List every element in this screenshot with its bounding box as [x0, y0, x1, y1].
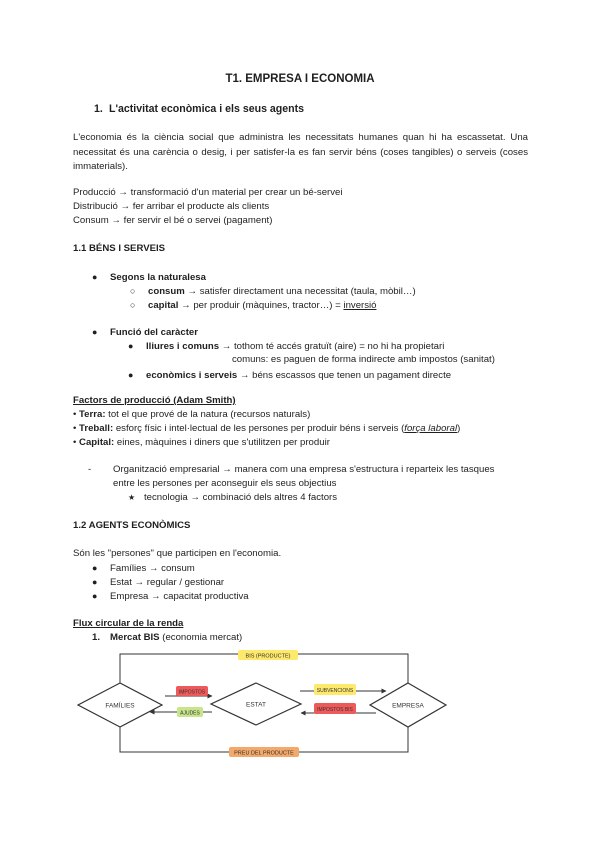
- dash-bullet-icon: -: [88, 464, 92, 475]
- treball-term: Treball:: [79, 423, 114, 434]
- inversio-underlined: inversió: [343, 300, 377, 311]
- capital-factor-term: Capital:: [79, 437, 115, 448]
- definition-distribucio: Distribució → fer arribar el producte als clients: [73, 201, 270, 212]
- treball-text: esforç físic i intel·lectual de les persones per produir béns i serveis (: [113, 423, 405, 434]
- label-impostos-right: IMPOSTOS BIS: [317, 706, 353, 713]
- tecnologia-text: tecnologia → combinació dels altres 4 factors: [144, 492, 338, 503]
- factor-dot-icon: •: [73, 423, 80, 434]
- terra-text: tot el que prové de la natura (recursos naturals): [105, 409, 311, 420]
- label-subvencions: SUBVENCIONS: [316, 687, 354, 694]
- bullet-icon: ●: [92, 272, 98, 282]
- organitzacio-text-1: Organització empresarial → manera com una empresa s'estructura i reparteix les tasques: [113, 464, 495, 475]
- label-impostos-left: IMPOSTOS: [178, 689, 206, 696]
- agent-estat-text: Estat → regular / gestionar: [110, 577, 225, 588]
- bullet-icon: ●: [92, 591, 98, 601]
- factor-dot-icon: •: [73, 437, 80, 448]
- consum-term: consum: [148, 286, 185, 297]
- section-1-title: L'activitat econòmica i els seus agents: [109, 103, 305, 115]
- label-preu: PREU DEL PRODUCTE: [234, 750, 294, 757]
- node-estat-label: ESTAT: [246, 701, 266, 709]
- factors-heading: Factors de producció (Adam Smith): [73, 395, 236, 406]
- circle-bullet-icon: ○: [130, 300, 136, 310]
- naturalesa-label: Segons la naturalesa: [110, 272, 206, 283]
- flux-heading: Flux circular de la renda: [73, 618, 184, 629]
- consum-text: → satisfer directament una necessitat (taula, mòbil…): [184, 286, 416, 297]
- page-title: T1. EMPRESA I ECONOMIA: [225, 73, 375, 85]
- organitzacio-line-2: entre les persones per aconseguir els seus objectius: [113, 478, 337, 489]
- funcio-label: Funció del caràcter: [110, 327, 198, 338]
- label-ajudes: AJUDES: [180, 710, 200, 717]
- label-bis: BIS (PRODUCTE): [245, 653, 291, 660]
- forca-laboral-underlined: força laboral: [404, 423, 458, 434]
- comuns-line: comuns: es paguen de forma indirecte amb impostos (sanitat): [232, 354, 495, 365]
- bullet-icon: ●: [92, 327, 98, 337]
- mercat-number: 1.: [92, 632, 101, 643]
- mercat-text: (economia mercat): [159, 632, 243, 643]
- factor-dot-icon: •: [73, 409, 80, 420]
- economics-term: econòmics i serveis: [146, 370, 238, 381]
- bullet-icon: ●: [128, 370, 134, 380]
- star-bullet-icon: ★: [128, 493, 136, 502]
- definition-produccio: Producció → transformació d'un material per crear un bé-servei: [73, 187, 343, 198]
- bullet-icon: ●: [92, 563, 98, 573]
- section-1-number: 1.: [94, 103, 103, 115]
- lliures-text: → tothom té accés gratuït (aire) = no hi ha propietari: [219, 341, 445, 352]
- terra-term: Terra:: [79, 409, 106, 420]
- capital-factor-text: eines, màquines i diners que s'utilitzen per produir: [114, 437, 330, 448]
- node-empresa-label: EMPRESA: [392, 702, 424, 710]
- definition-consum: Consum → fer servir el bé o servei (pagament): [73, 215, 273, 226]
- circle-bullet-icon: ○: [130, 286, 136, 296]
- section-1-2-intro: Són les "persones" que participen en l'economia.: [73, 548, 282, 559]
- treball-end: ): [457, 423, 461, 434]
- capital-text: → per produir (màquines, tractor…) =: [178, 300, 344, 311]
- economics-text: → béns escassos que tenen un pagament directe: [237, 370, 452, 381]
- lliures-term: lliures i comuns: [146, 341, 220, 352]
- intro-paragraph: L'economia és la ciència social que administra les necessitats humanes quan hi ha escassetat. Una necessitat és una carència o desig, i per satisfer-la es fan servir béns (coses tangibles) o serveis (coses immaterials).: [73, 132, 528, 173]
- agent-families-text: Famílies → consum: [110, 563, 195, 574]
- bullet-icon: ●: [92, 577, 98, 587]
- mercat-term: Mercat BIS: [110, 632, 160, 643]
- capital-term: capital: [148, 300, 179, 311]
- agent-empresa-text: Empresa → capacitat productiva: [110, 591, 249, 602]
- node-families-label: FAMÍLIES: [105, 702, 135, 710]
- bullet-icon: ●: [128, 341, 134, 351]
- section-1-1-heading: 1.1 BÉNS I SERVEIS: [73, 243, 166, 254]
- section-1-2-heading: 1.2 AGENTS ECONÒMICS: [73, 520, 191, 531]
